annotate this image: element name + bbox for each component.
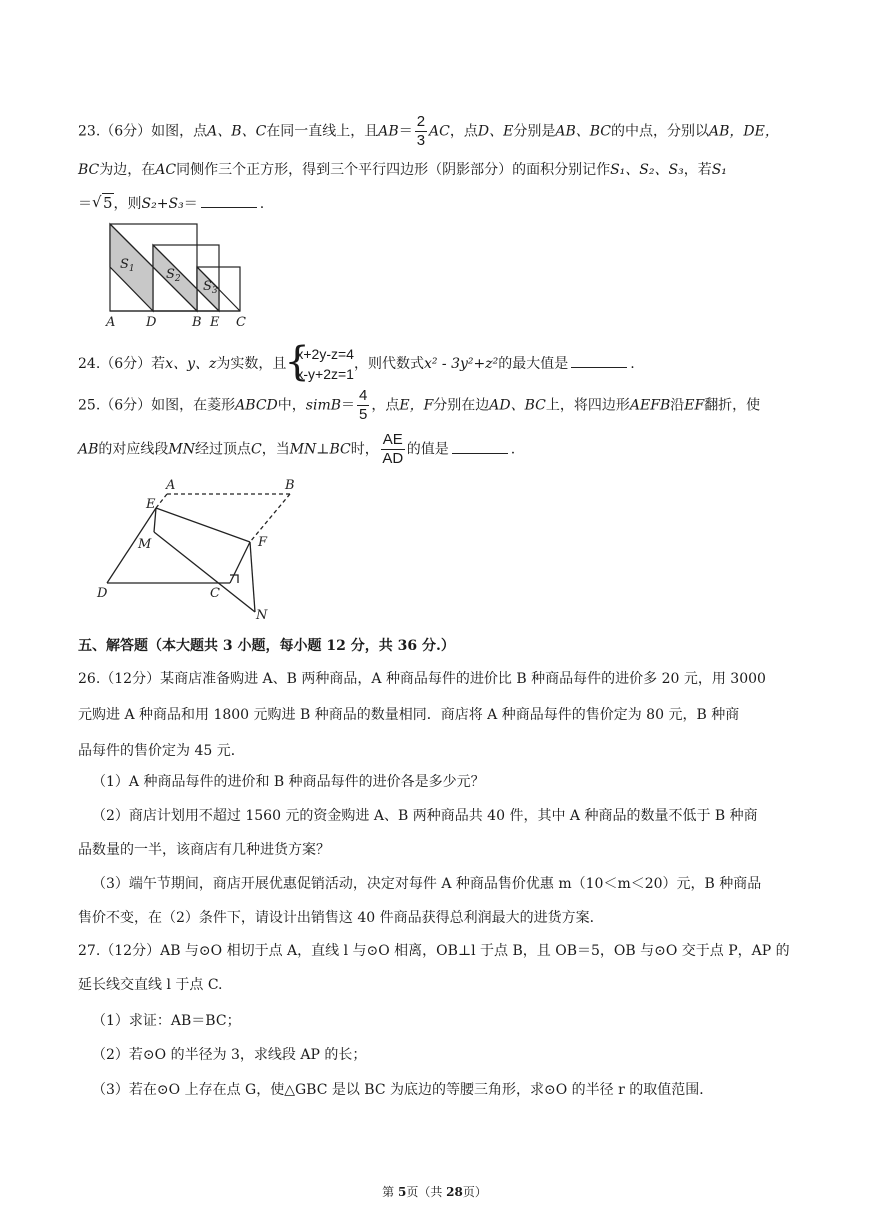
page-footer: 第 5页（共 28页） [382,1185,487,1199]
q27-part-2: （2）若⊙O 的半径为 3，求线段 AP 的长； [92,1047,367,1063]
figure-25 [92,474,312,622]
section-heading: 五、解答题（本大题共 3 小题，每小题 12 分，共 36 分.） [78,638,455,654]
point-d-label: D [146,315,157,330]
segment-fn [250,542,255,612]
s2-label: $S_2$ [166,267,181,284]
q26-part-2b: 品数量的一半，该商店有几种进货方案？ [78,842,330,858]
segment-ae-dashed [156,494,167,508]
q23-line-2: BC为边，在AC同侧作三个正方形，得到三个平行四边形（阴影部分）的面积分别记作S₁、S₂、S₃，若S₁ [78,162,727,178]
q27-part-1: （1）求证：AB＝BC； [92,1013,241,1029]
q23-line-3: ＝√ 5，则S₂+S₃＝ . [78,193,264,214]
fig25-c-label: C [210,586,220,601]
q27-part-3: （3）若在⊙O 上存在点 G，使△GBC 是以 BC 为底边的等腰三角形，求⊙O 的半径 r 的取值范围． [92,1082,714,1098]
point-b-label: B [192,315,202,330]
q26-line-3: 品每件的售价定为 45 元． [78,743,245,759]
q26-part-2a: （2）商店计划用不超过 1560 元的资金购进 A、B 两种商品共 40 件，其中 A 种商品的数量不低于 B 种商 [92,808,758,824]
q23-line-1: 23.（6分）如图，点A、B、C在同一直线上，且AB＝ $\frac{2}{3}$ AC，点D、E分别是AB、BC的中点，分别以AB，DE， [78,113,779,149]
fig25-n-label: N [256,608,268,622]
s1-label: $S_1$ [120,257,135,274]
q26-line-1: 26.（12分）某商店准备购进 A、B 两种商品，A 种商品每件的进价比 B 种商品每件的进价多 20 元，用 3000 [78,671,766,687]
fig25-m-label: M [138,537,152,552]
q27-line-1: 27.（12分）AB 与⊙O 相切于点 A，直线 l 与⊙O 相离，OB⊥l 于点 B，且 OB＝5，OB 与⊙O 交于点 P，AP 的 [78,943,790,959]
q25-line-1: 25.（6分）如图，在菱形ABCD中，simB＝ $\frac{4}{5}$ ，点E，F分别在边AD、BC上，将四边形AEFB沿EF翻折，使 [78,387,761,423]
q24-line: 24.（6分）若x、y、z为实数，且 { x+2y-z=4 x-y+2z=1 ，则代数式x² - 3y²+z²的最大值是 . [78,344,635,384]
fig25-a-label: A [166,478,176,493]
segment-ef [156,508,250,542]
q25-line-2: AB的对应线段MN经过顶点C，当MN⊥BC时， $\frac{AE}{AD}$ 的值是 . [78,431,516,467]
s3-label: $S_3$ [203,279,218,296]
page-total: 28 [446,1185,463,1199]
answer-blank-24 [571,355,627,368]
q26-part-3a: （3）端午节期间，商店开展优惠促销活动，决定对每件 A 种商品售价优惠 m（10＜m＜20）元，B 种商品 [92,876,762,892]
fraction-ae-ad: $\frac{AE}{AD}$ [382,431,404,467]
figure-23 [100,220,260,332]
sqrt-5: √ 5 [92,193,114,213]
segment-bf-dashed [250,494,290,542]
point-a-label: A [106,315,116,330]
q26-part-3b: 售价不变，在（2）条件下，请设计出销售这 40 件商品获得总利润最大的进货方案． [78,910,604,926]
fraction-2-3: $\frac{2}{3}$ [416,113,426,149]
page-number: 5 [397,1185,407,1199]
q27-line-2: 延长线交直线 l 于点 C. [78,977,223,993]
answer-blank-23 [201,195,257,208]
diagonal-d [153,245,219,311]
equation-system: { x+2y-z=4 x-y+2z=1 [286,344,354,384]
answer-blank-25 [452,441,508,454]
point-e-label: E [210,315,220,330]
fig25-e-label: E [146,497,156,512]
segment-mn [154,532,255,612]
fig25-f-label: F [258,535,268,550]
q26-line-2: 元购进 A 种商品和用 1800 元购进 B 种商品的数量相同．商店将 A 种商品每件的售价定为 80 元，B 种商 [78,707,740,723]
fig25-d-label: D [97,586,108,601]
point-c-label: C [236,315,246,330]
fig25-b-label: B [285,478,295,493]
segment-cf [230,542,250,583]
fraction-4-5: $\frac{4}{5}$ [359,387,368,423]
q26-part-1: （1）A 种商品每件的进价和 B 种商品每件的进价各是多少元？ [92,774,485,790]
